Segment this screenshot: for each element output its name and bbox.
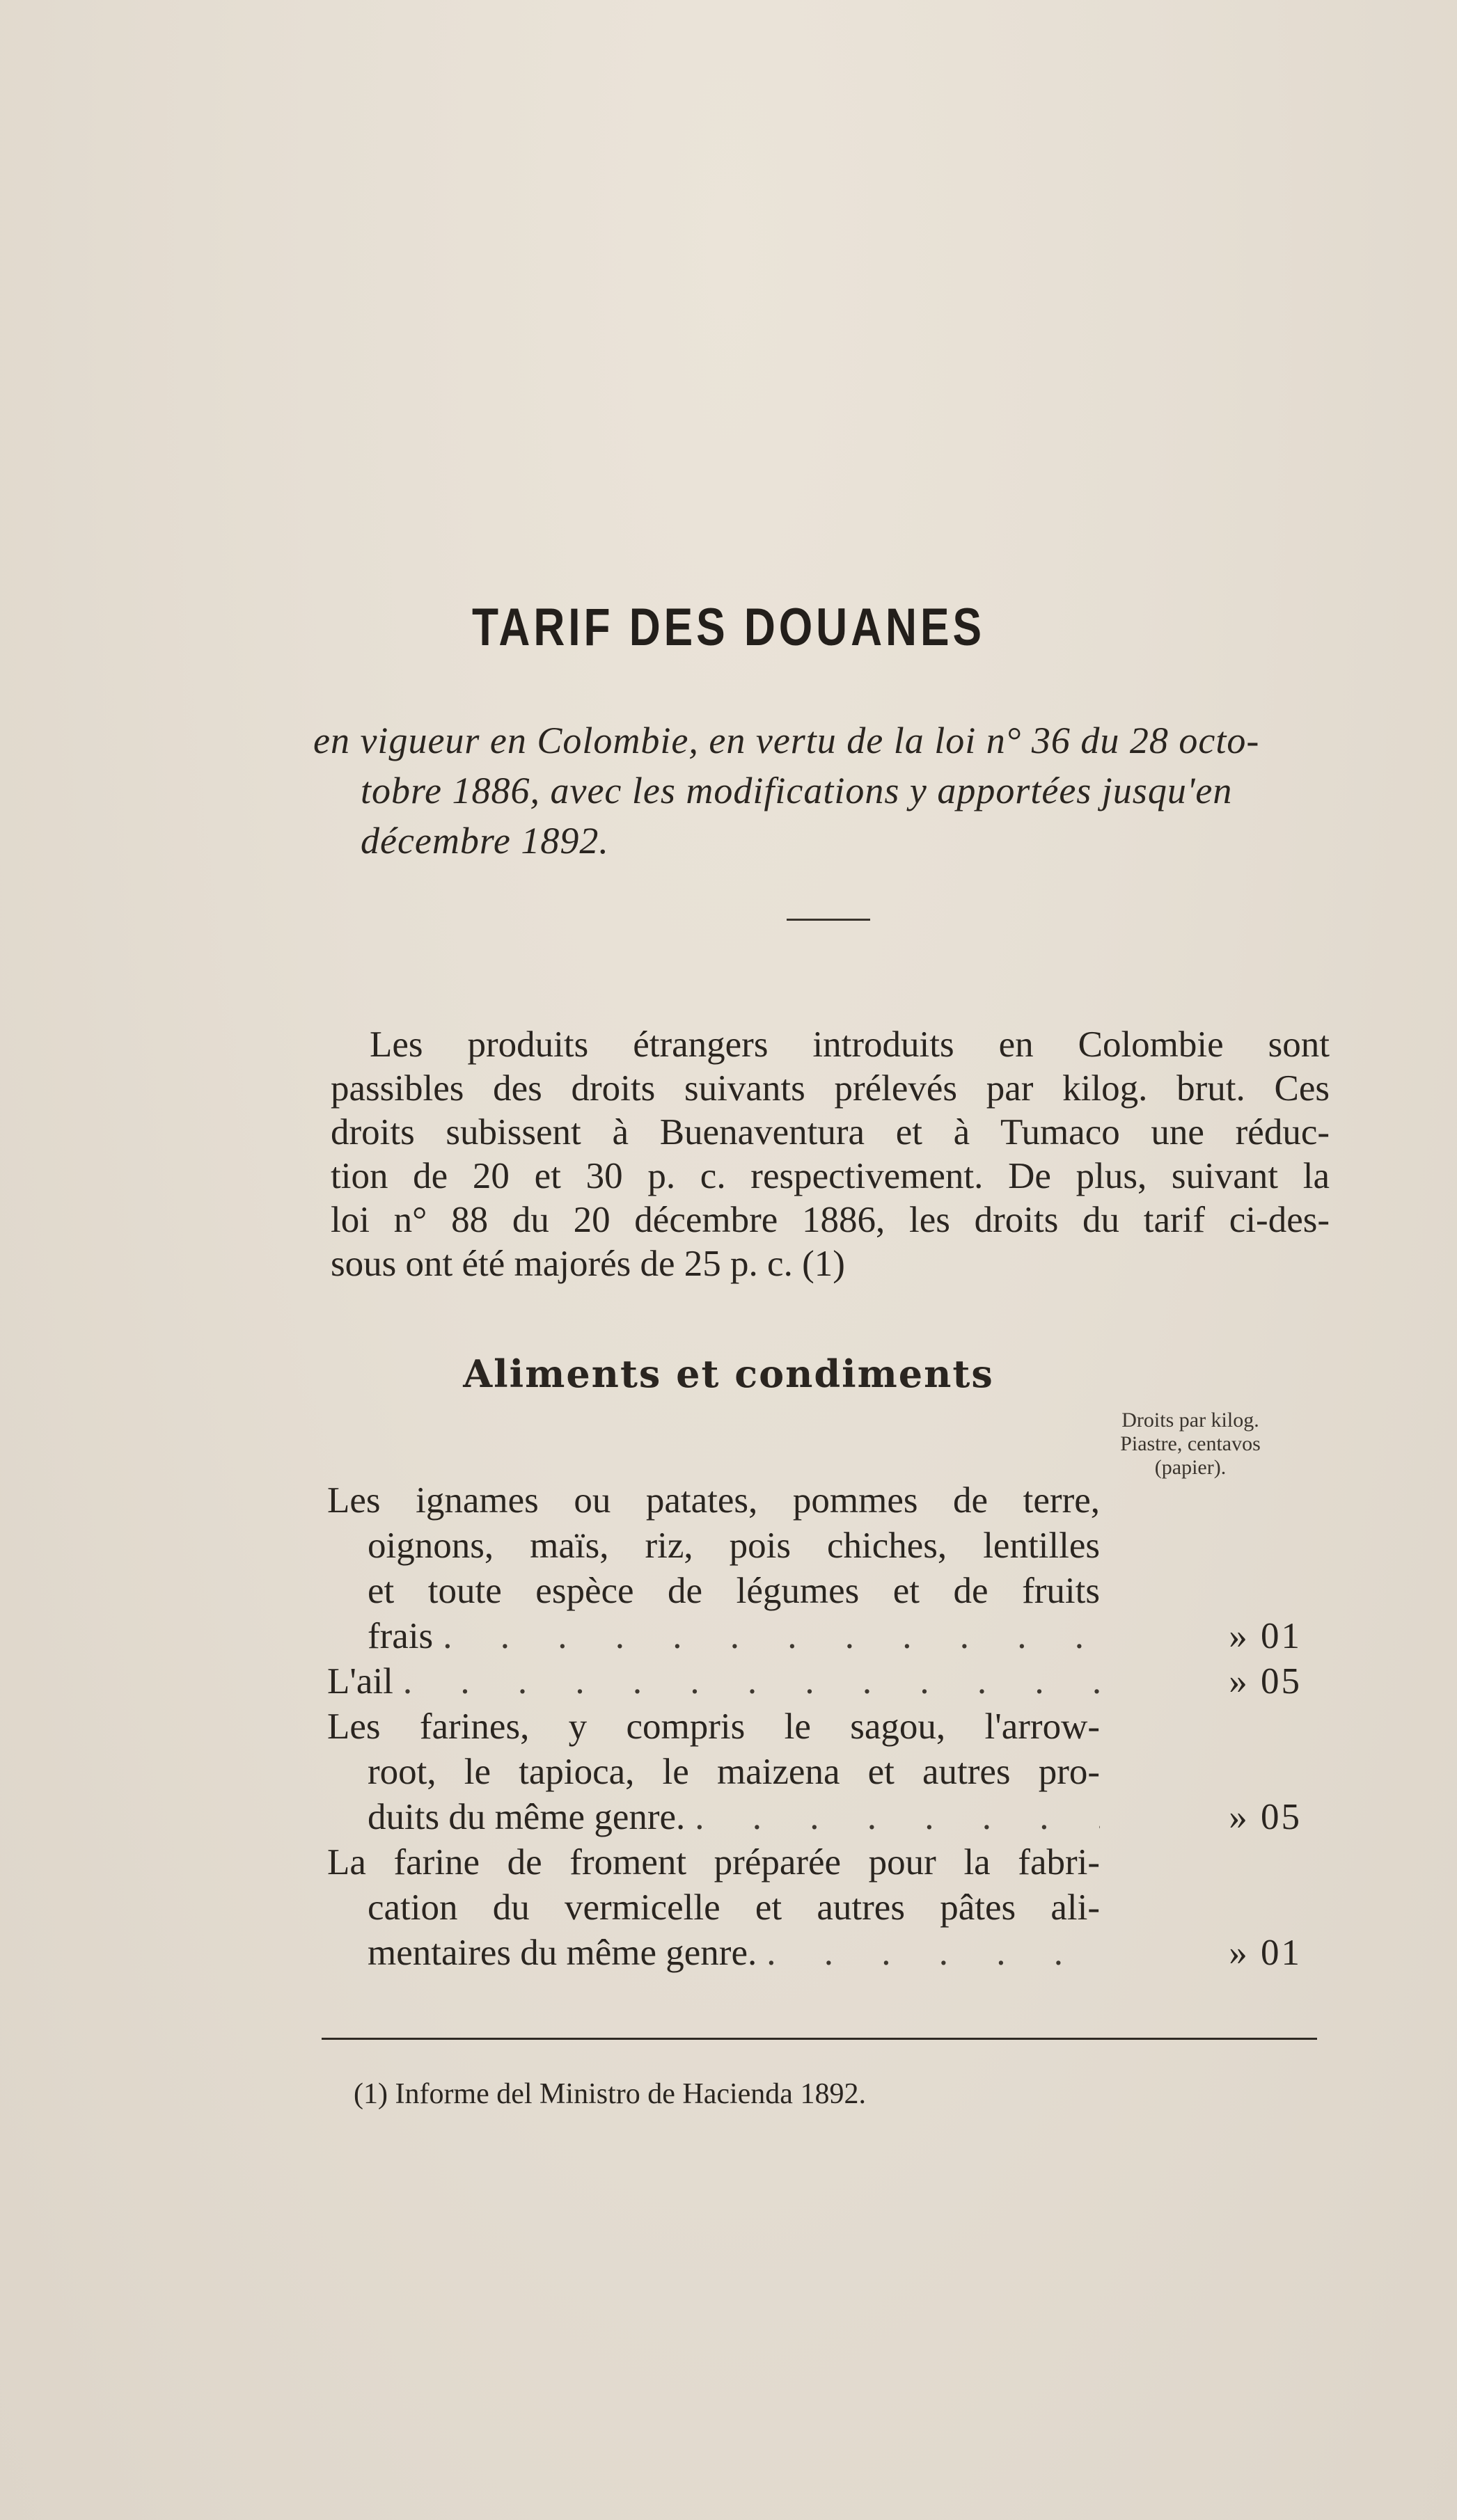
tariff-row xyxy=(327,1478,1302,1523)
column-header-line: Piastre, centavos xyxy=(1120,1432,1261,1455)
section-heading: Aliments et condiments xyxy=(463,1352,994,1396)
item-text: Les farines, y compris le sagou, l'arrow- xyxy=(327,1706,1100,1747)
item-text: oignons, maïs, riz, pois chiches, lentilles xyxy=(368,1526,1100,1566)
tariff-row xyxy=(327,1795,1302,1840)
footnote-rule xyxy=(322,2038,1317,2040)
column-header xyxy=(1086,1409,1295,1480)
paragraph-line: tion de 20 et 30 p. c. respectivement. De plus, suivant la xyxy=(331,1156,1330,1196)
subtitle-line: décembre 1892. xyxy=(361,820,609,862)
duty-value: » 01 xyxy=(1229,1933,1302,1973)
dot-leader xyxy=(685,1795,1100,1840)
tariff-row xyxy=(327,1569,1302,1614)
duty-value: » 05 xyxy=(1229,1797,1302,1837)
paragraph-line: droits subissent à Buenaventura et à Tumaco une réduc- xyxy=(331,1112,1330,1152)
item-text: et toute espèce de légumes et de fruits xyxy=(368,1571,1100,1611)
item-text: root, le tapioca, le maizena et autres pro- xyxy=(368,1752,1100,1792)
subtitle-line: en vigueur en Colombie, en vertu de la loi n° 36 du 28 octo- xyxy=(313,720,1260,761)
item-text: cation du vermicelle et autres pâtes ali- xyxy=(368,1887,1100,1928)
tariff-row xyxy=(327,1931,1302,1976)
paragraph-line: passibles des droits suivants prélevés par kilog. brut. Ces xyxy=(331,1068,1330,1109)
column-header-line: Droits par kilog. xyxy=(1121,1409,1259,1432)
dot-leader xyxy=(433,1614,1100,1659)
dot-leader xyxy=(757,1931,1100,1976)
tariff-list xyxy=(327,1478,1302,1976)
item-text: L'ail xyxy=(327,1661,393,1702)
duty-value: » 01 xyxy=(1229,1616,1302,1656)
subtitle-line: tobre 1886, avec les modifications y apportées jusqu'en xyxy=(361,770,1233,811)
tariff-row xyxy=(327,1704,1302,1750)
column-header-line: (papier). xyxy=(1154,1456,1227,1479)
item-text: La farine de froment préparée pour la fabri- xyxy=(327,1842,1100,1883)
tariff-row xyxy=(327,1614,1302,1659)
tariff-row xyxy=(327,1750,1302,1795)
paragraph-line: loi n° 88 du 20 décembre 1886, les droits du tarif ci-des- xyxy=(331,1200,1330,1240)
item-text: frais xyxy=(368,1616,434,1656)
footnote: (1) Informe del Ministro de Hacienda 1892. xyxy=(354,2078,866,2110)
item-text: duits du même genre. xyxy=(368,1797,686,1837)
tariff-row xyxy=(327,1885,1302,1931)
subtitle xyxy=(313,715,1330,866)
dot-leader xyxy=(393,1659,1100,1704)
page-title: TARIF DES DOUANES xyxy=(472,598,985,657)
tariff-row xyxy=(327,1840,1302,1885)
intro-paragraph xyxy=(331,1023,1330,1286)
divider-rule xyxy=(787,919,870,921)
item-text: mentaires du même genre. xyxy=(368,1933,757,1973)
tariff-row xyxy=(327,1659,1302,1704)
tariff-row xyxy=(327,1523,1302,1569)
duty-value: » 05 xyxy=(1229,1661,1302,1702)
paragraph-line: sous ont été majorés de 25 p. c. (1) xyxy=(331,1244,845,1284)
paragraph-line: Les produits étrangers introduits en Colombie sont xyxy=(370,1024,1330,1065)
item-text: Les ignames ou patates, pommes de terre, xyxy=(327,1480,1100,1521)
